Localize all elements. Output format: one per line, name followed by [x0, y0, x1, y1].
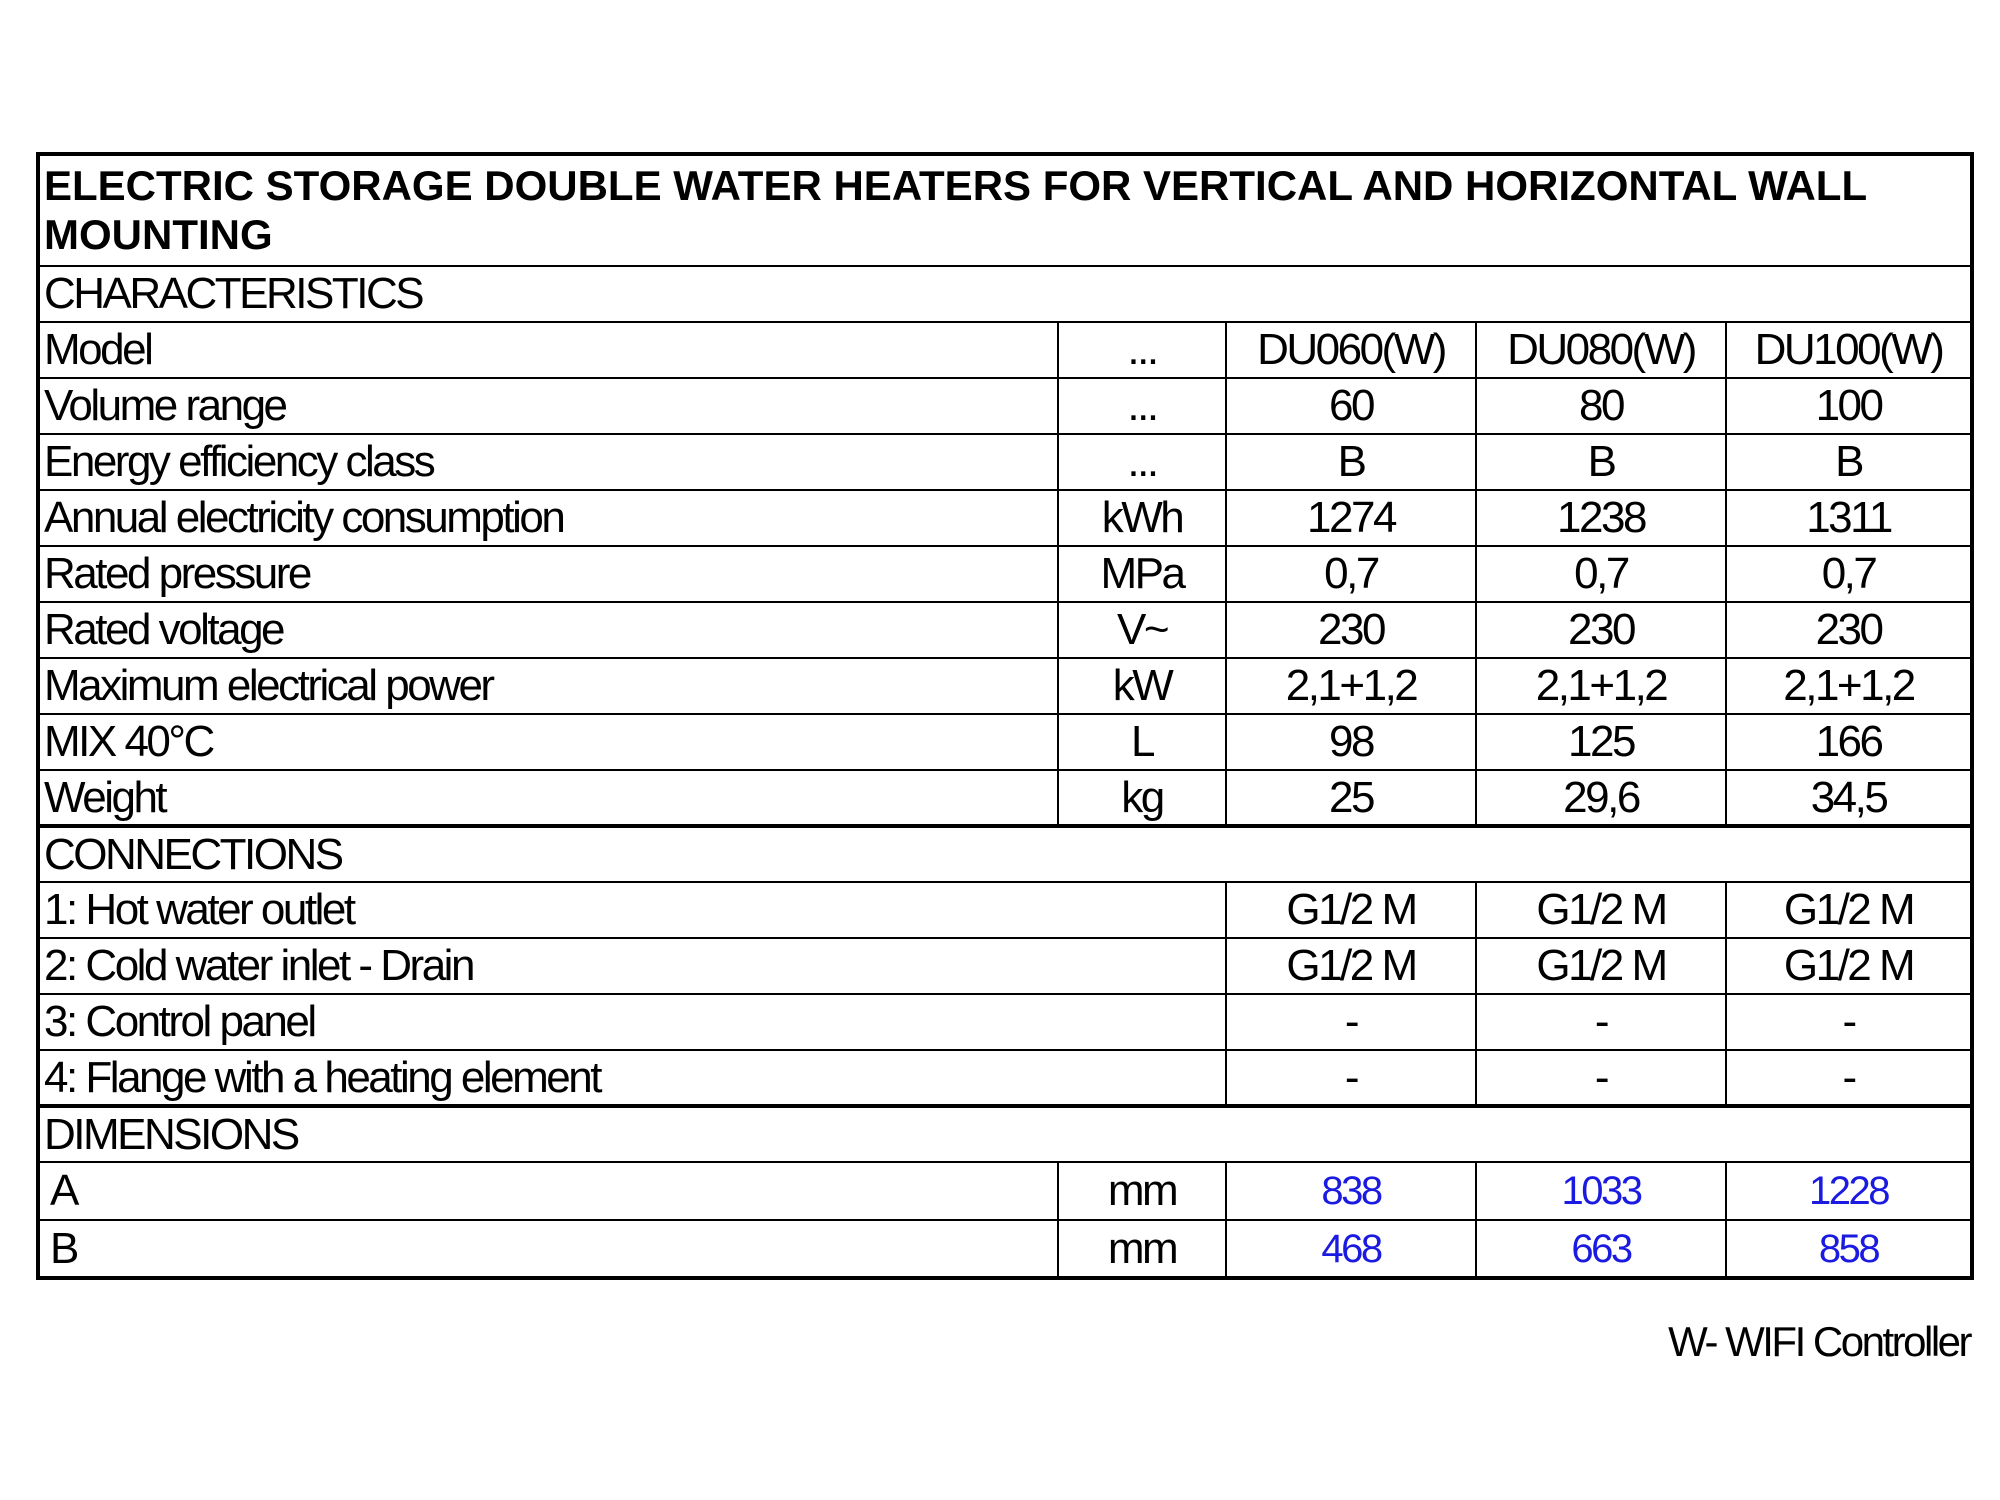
row-value: B: [1226, 434, 1476, 490]
row-value: G1/2 M: [1476, 938, 1726, 994]
connections-heading-row: [38, 826, 1972, 882]
row-value: 1311: [1726, 490, 1972, 546]
row-label: Rated pressure: [38, 546, 1058, 602]
row-value: 1274: [1226, 490, 1476, 546]
dimension-value: 858: [1726, 1220, 1972, 1278]
row-value: -: [1476, 1050, 1726, 1106]
row-value: 29,6: [1476, 770, 1726, 826]
row-value: 25: [1226, 770, 1476, 826]
row-value: 166: [1726, 714, 1972, 770]
row-value: 34,5: [1726, 770, 1972, 826]
row-label: Rated voltage: [38, 602, 1058, 658]
row-value: DU100(W): [1726, 322, 1972, 378]
row-value: 230: [1476, 602, 1726, 658]
row-unit: kg: [1058, 770, 1226, 826]
connections-row: [38, 994, 1972, 1050]
dimensions-heading: DIMENSIONS: [38, 1106, 1972, 1162]
row-value: 2,1+1,2: [1726, 658, 1972, 714]
row-label: 3: Control panel: [38, 994, 1226, 1050]
row-label: 1: Hot water outlet: [38, 882, 1226, 938]
dimensions-row: [38, 1220, 1972, 1278]
characteristics-row: [38, 490, 1972, 546]
connections-heading: CONNECTIONS: [38, 826, 1972, 882]
connections-row: [38, 882, 1972, 938]
row-unit: ...: [1058, 322, 1226, 378]
row-value: 0,7: [1476, 546, 1726, 602]
row-value: -: [1226, 994, 1476, 1050]
row-value: 0,7: [1726, 546, 1972, 602]
characteristics-row: [38, 434, 1972, 490]
row-value: G1/2 M: [1726, 882, 1972, 938]
dimensions-heading-row: [38, 1106, 1972, 1162]
dimension-value: 1033: [1476, 1162, 1726, 1220]
row-label: B: [38, 1220, 1058, 1278]
row-value: 60: [1226, 378, 1476, 434]
row-value: DU060(W): [1226, 322, 1476, 378]
row-value: -: [1726, 1050, 1972, 1106]
row-value: 0,7: [1226, 546, 1476, 602]
row-label: Model: [38, 322, 1058, 378]
table-title: ELECTRIC STORAGE DOUBLE WATER HEATERS FOR VERTICAL AND HORIZONTAL WALL MOUNTING: [38, 154, 1972, 266]
row-label: Energy efficiency class: [38, 434, 1058, 490]
row-value: G1/2 M: [1726, 938, 1972, 994]
row-unit: ...: [1058, 434, 1226, 490]
row-label: Volume range: [38, 378, 1058, 434]
dimension-value: 1228: [1726, 1162, 1972, 1220]
dimension-value: 468: [1226, 1220, 1476, 1278]
row-value: -: [1476, 994, 1726, 1050]
dimensions-row: [38, 1162, 1972, 1220]
row-value: 230: [1726, 602, 1972, 658]
row-value: 98: [1226, 714, 1476, 770]
row-value: 100: [1726, 378, 1972, 434]
row-label: MIX 40°C: [38, 714, 1058, 770]
row-unit: ...: [1058, 378, 1226, 434]
connections-row: [38, 938, 1972, 994]
row-value: B: [1726, 434, 1972, 490]
row-unit: kW: [1058, 658, 1226, 714]
dimension-value: 663: [1476, 1220, 1726, 1278]
row-value: G1/2 M: [1226, 882, 1476, 938]
row-value: DU080(W): [1476, 322, 1726, 378]
row-value: B: [1476, 434, 1726, 490]
row-unit: L: [1058, 714, 1226, 770]
row-value: G1/2 M: [1476, 882, 1726, 938]
row-label: Maximum electrical power: [38, 658, 1058, 714]
row-value: 2,1+1,2: [1476, 658, 1726, 714]
row-value: 1238: [1476, 490, 1726, 546]
dimension-value: 838: [1226, 1162, 1476, 1220]
row-label: 2: Cold water inlet - Drain: [38, 938, 1226, 994]
row-value: G1/2 M: [1226, 938, 1476, 994]
characteristics-row: [38, 714, 1972, 770]
characteristics-heading: CHARACTERISTICS: [38, 266, 1972, 322]
characteristics-row: [38, 658, 1972, 714]
row-unit: MPa: [1058, 546, 1226, 602]
row-label: A: [38, 1162, 1058, 1220]
row-unit: mm: [1058, 1220, 1226, 1278]
row-unit: mm: [1058, 1162, 1226, 1220]
row-label: 4: Flange with a heating element: [38, 1050, 1226, 1106]
connections-row: [38, 1050, 1972, 1106]
characteristics-row: [38, 602, 1972, 658]
characteristics-row: [38, 322, 1972, 378]
row-value: 80: [1476, 378, 1726, 434]
characteristics-heading-row: [38, 266, 1972, 322]
row-unit: kWh: [1058, 490, 1226, 546]
row-label: Annual electricity consumption: [38, 490, 1058, 546]
characteristics-row: [38, 378, 1972, 434]
title-row: [38, 154, 1972, 266]
characteristics-row: [38, 546, 1972, 602]
characteristics-row: [38, 770, 1972, 826]
row-value: 230: [1226, 602, 1476, 658]
row-unit: V~: [1058, 602, 1226, 658]
row-value: 2,1+1,2: [1226, 658, 1476, 714]
row-value: -: [1226, 1050, 1476, 1106]
row-label: Weight: [38, 770, 1058, 826]
specifications-table: [36, 152, 1974, 1280]
footnote: W- WIFI Controller: [1668, 1318, 1970, 1365]
row-value: -: [1726, 994, 1972, 1050]
row-value: 125: [1476, 714, 1726, 770]
